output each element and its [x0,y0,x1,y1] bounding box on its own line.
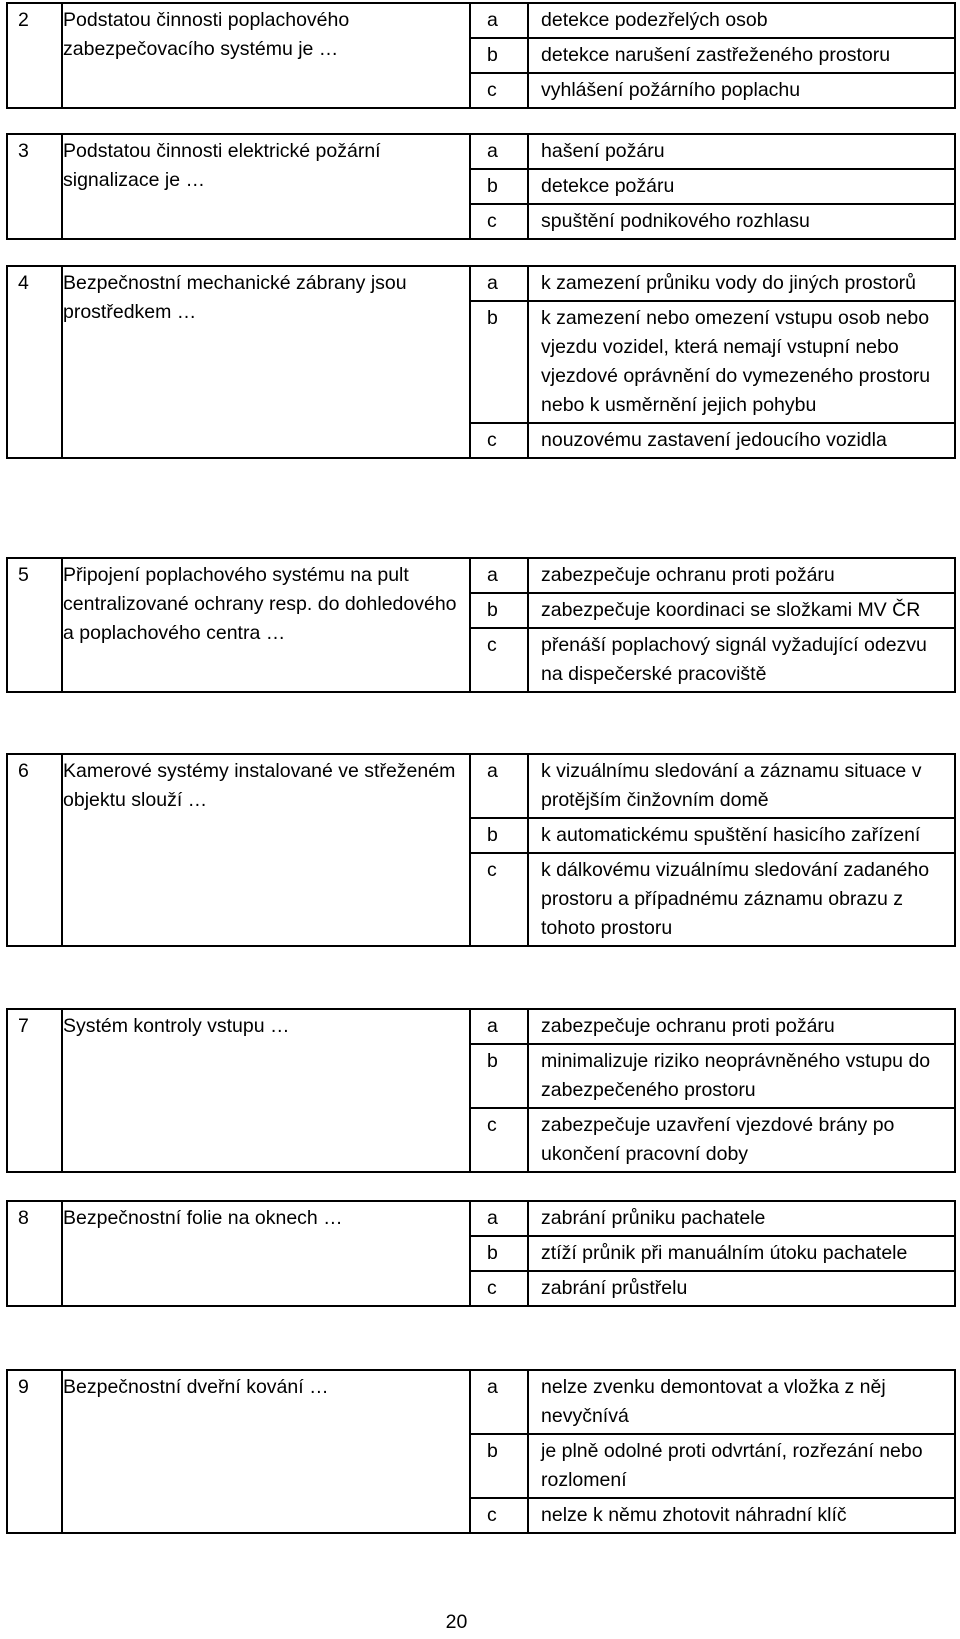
option-text: vyhlášení požárního poplachu [528,73,955,108]
question-table-7 [6,1008,956,1173]
question-number: 3 [7,134,62,239]
option-text: zabezpečuje koordinaci se složkami MV ČR [528,593,955,628]
option-row [7,3,955,38]
question-table-3 [6,133,956,240]
question-table-6 [6,753,956,947]
option-row [7,754,955,818]
option-text: k automatickému spuštění hasicího zařízení [528,818,955,853]
option-letter: b [470,1044,528,1108]
option-text: k dálkovému vizuálnímu sledování zadaného prostoru a případnému záznamu obrazu z tohoto prostoru [528,853,955,946]
question-number: 5 [7,558,62,692]
option-text: přenáší poplachový signál vyžadující odezvu na dispečerské pracoviště [528,628,955,692]
option-text: minimalizuje riziko neoprávněného vstupu do zabezpečeného prostoru [528,1044,955,1108]
question-stem: Systém kontroly vstupu … [62,1009,470,1172]
option-row [7,134,955,169]
question-number: 8 [7,1201,62,1306]
question-stem: Bezpečnostní folie na oknech … [62,1201,470,1306]
option-letter: c [470,204,528,239]
option-text: detekce narušení zastřeženého prostoru [528,38,955,73]
option-text: k zamezení nebo omezení vstupu osob nebo vjezdu vozidel, která nemají vstupní nebo vjezdové oprávnění do vymezeného prostoru nebo k usměrnění jejich pohybu [528,301,955,423]
option-text: zabezpečuje uzavření vjezdové brány po ukončení pracovní doby [528,1108,955,1172]
option-text: zabezpečuje ochranu proti požáru [528,558,955,593]
option-text: nouzovému zastavení jedoucího vozidla [528,423,955,458]
option-letter: b [470,593,528,628]
option-text: spuštění podnikového rozhlasu [528,204,955,239]
option-text: nelze zvenku demontovat a vložka z něj nevyčnívá [528,1370,955,1434]
option-text: detekce podezřelých osob [528,3,955,38]
option-letter: b [470,38,528,73]
option-letter: a [470,134,528,169]
option-letter: c [470,628,528,692]
option-letter: a [470,754,528,818]
question-stem: Bezpečnostní mechanické zábrany jsou prostředkem … [62,266,470,458]
option-text: nelze k němu zhotovit náhradní klíč [528,1498,955,1533]
option-text: ztíží průnik při manuálním útoku pachatele [528,1236,955,1271]
option-text: k vizuálnímu sledování a záznamu situace v protějším činžovním domě [528,754,955,818]
option-letter: c [470,1108,528,1172]
option-letter: a [470,1009,528,1044]
option-letter: c [470,1271,528,1306]
option-text: hašení požáru [528,134,955,169]
question-table-5 [6,557,956,693]
question-stem: Kamerové systémy instalované ve střeženém objektu slouží … [62,754,470,946]
option-letter: a [470,3,528,38]
question-stem: Podstatou činnosti poplachového zabezpečovacího systému je … [62,3,470,108]
option-letter: c [470,1498,528,1533]
option-row [7,1201,955,1236]
option-letter: a [470,266,528,301]
option-row [7,266,955,301]
option-letter: b [470,301,528,423]
option-letter: b [470,818,528,853]
option-letter: b [470,1236,528,1271]
option-text: detekce požáru [528,169,955,204]
question-number: 2 [7,3,62,108]
question-stem: Bezpečnostní dveřní kování … [62,1370,470,1533]
question-number: 7 [7,1009,62,1172]
option-letter: c [470,423,528,458]
question-number: 4 [7,266,62,458]
option-text: je plně odolné proti odvrtání, rozřezání nebo rozlomení [528,1434,955,1498]
option-text: zabrání průniku pachatele [528,1201,955,1236]
option-letter: a [470,1370,528,1434]
option-letter: a [470,1201,528,1236]
option-text: zabezpečuje ochranu proti požáru [528,1009,955,1044]
question-stem: Podstatou činnosti elektrické požární signalizace je … [62,134,470,239]
question-table-8 [6,1200,956,1307]
option-row [7,1009,955,1044]
option-text: k zamezení průniku vody do jiných prostorů [528,266,955,301]
option-letter: c [470,73,528,108]
question-number: 9 [7,1370,62,1533]
option-letter: b [470,1434,528,1498]
option-letter: a [470,558,528,593]
question-table-9 [6,1369,956,1534]
option-row [7,558,955,593]
question-table-4 [6,265,956,459]
page-number: 20 [445,1611,468,1633]
option-letter: c [470,853,528,946]
question-table-2 [6,2,956,109]
option-text: zabrání průstřelu [528,1271,955,1306]
question-number: 6 [7,754,62,946]
option-letter: b [470,169,528,204]
option-row [7,1370,955,1434]
question-stem: Připojení poplachového systému na pult centralizované ochrany resp. do dohledového a poplachového centra … [62,558,470,692]
